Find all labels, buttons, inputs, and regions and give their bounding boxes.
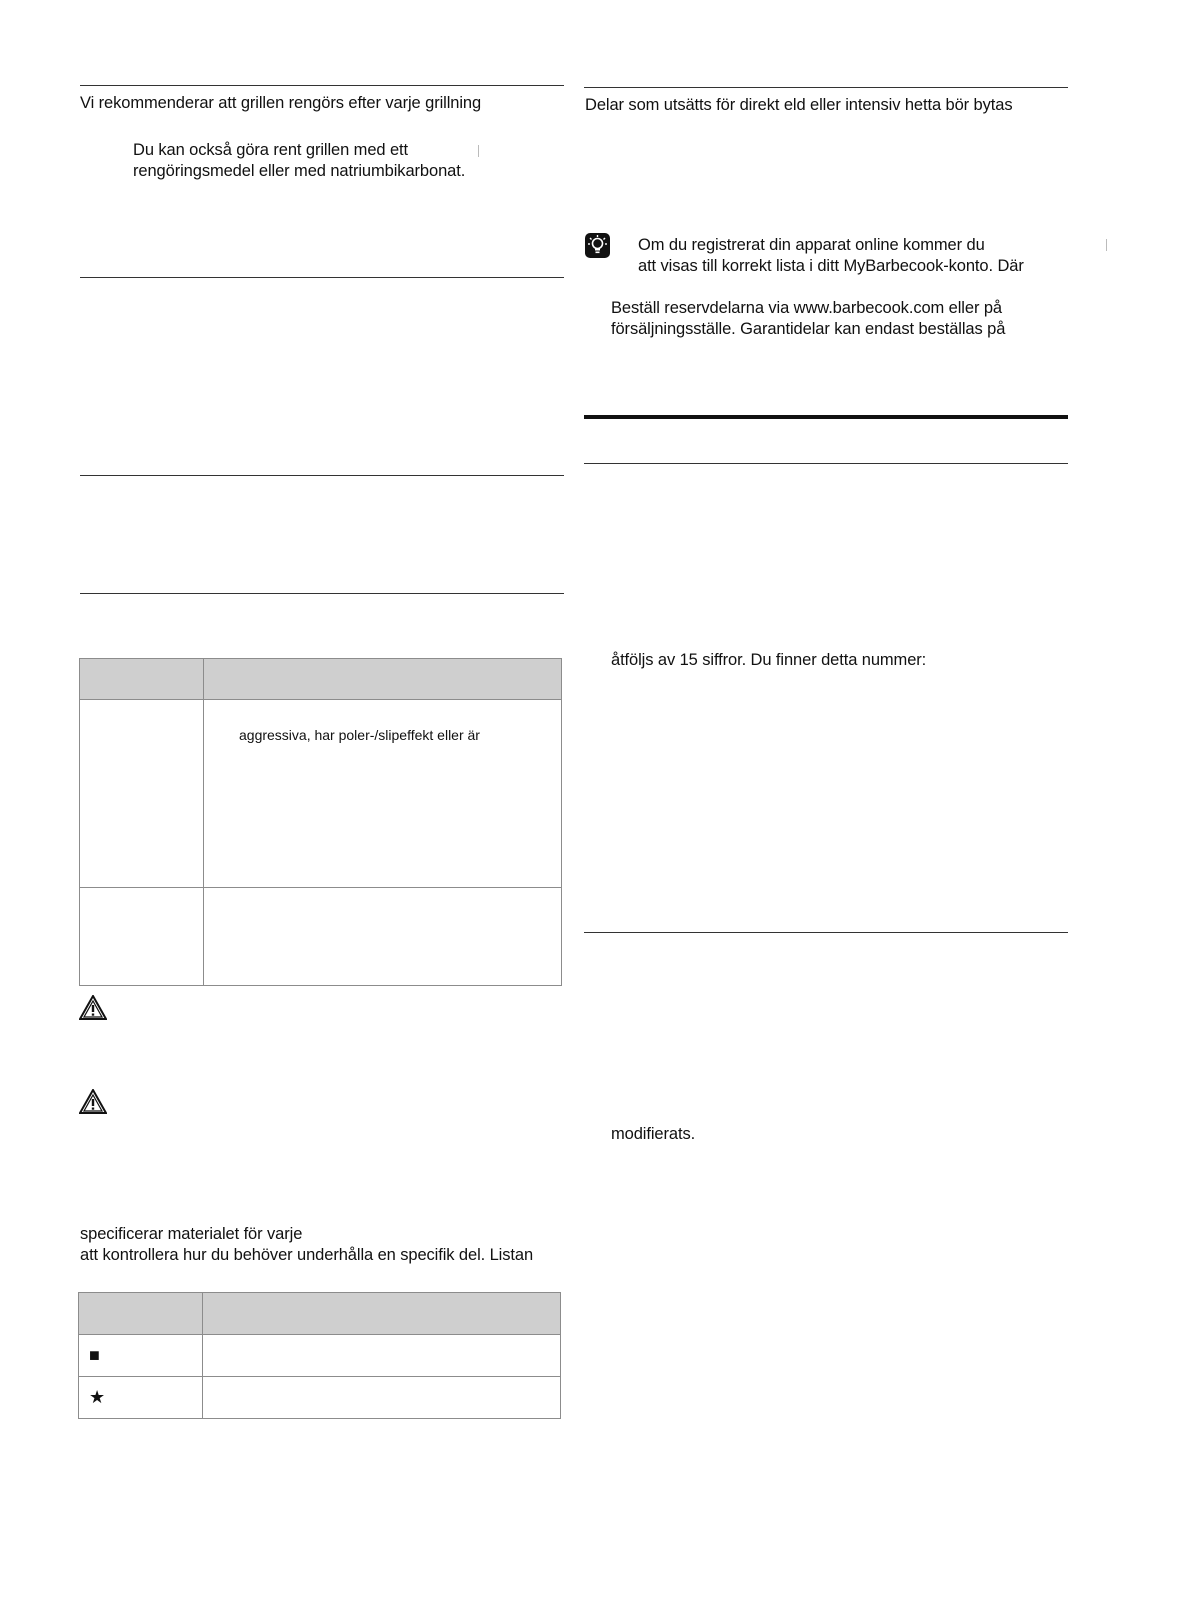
section-rule-thick	[584, 415, 1068, 419]
table-cell	[204, 888, 562, 986]
tip-line-2: att visas till korrekt lista i ditt MyBarbecook-konto. Där	[638, 257, 1024, 275]
materials-line-1: specificerar materialet för varje	[80, 1225, 303, 1243]
table-row	[79, 1335, 561, 1377]
materials-line-2: att kontrollera hur du behöver underhålla en specifik del. Listan	[80, 1246, 534, 1264]
section-rule	[584, 932, 1068, 933]
table-cell	[203, 1335, 561, 1377]
text-cursor-mark	[1106, 239, 1107, 251]
table-header-cell	[204, 659, 562, 700]
table-header-row	[79, 1293, 561, 1335]
table-cell	[204, 700, 562, 888]
cleaning-recommendation: Vi rekommenderar att grillen rengörs efter varje grillning	[80, 94, 482, 112]
warning-triangle-icon	[79, 1089, 107, 1114]
order-line-2: försäljningsställe. Garantidelar kan endast beställas på	[611, 320, 1006, 338]
table-row	[80, 888, 562, 986]
materials-table	[78, 1292, 561, 1419]
table-row	[79, 1377, 561, 1419]
table-header-cell	[203, 1293, 561, 1335]
table-cell	[203, 1377, 561, 1419]
table-row	[80, 700, 562, 888]
table-header-row	[80, 659, 562, 700]
star-symbol: ★	[89, 1387, 106, 1407]
order-line-1: Beställ reservdelarna via www.barbecook.com eller på	[611, 299, 1002, 317]
table-cell-text: aggressiva, har poler-/slipeffekt eller är	[239, 727, 480, 743]
warning-triangle-icon	[79, 995, 107, 1020]
square-symbol: ■	[89, 1345, 100, 1365]
section-rule	[80, 593, 564, 594]
table-header-cell	[80, 659, 204, 700]
table-cell	[79, 1377, 203, 1419]
section-rule	[80, 85, 564, 86]
text-cursor-mark	[478, 145, 479, 157]
table-cell	[80, 888, 204, 986]
section-rule	[80, 277, 564, 278]
table-cell	[80, 700, 204, 888]
modified-text: modifierats.	[611, 1125, 696, 1143]
section-rule	[584, 463, 1068, 464]
section-rule	[584, 87, 1068, 88]
cleaning-agents-table	[79, 658, 562, 986]
table-header-cell	[79, 1293, 203, 1335]
parts-replacement-text: Delar som utsätts för direkt eld eller intensiv hetta bör bytas	[585, 96, 1013, 114]
cleaning-note-line-1: Du kan också göra rent grillen med ett	[133, 141, 409, 159]
section-rule	[80, 475, 564, 476]
table-cell	[79, 1335, 203, 1377]
serial-number-text: åtföljs av 15 siffror. Du finner detta nummer:	[611, 651, 927, 669]
tip-line-1: Om du registrerat din apparat online kommer du	[638, 236, 985, 254]
cleaning-note-line-2: rengöringsmedel eller med natriumbikarbonat.	[133, 162, 466, 180]
lightbulb-icon	[585, 233, 610, 258]
